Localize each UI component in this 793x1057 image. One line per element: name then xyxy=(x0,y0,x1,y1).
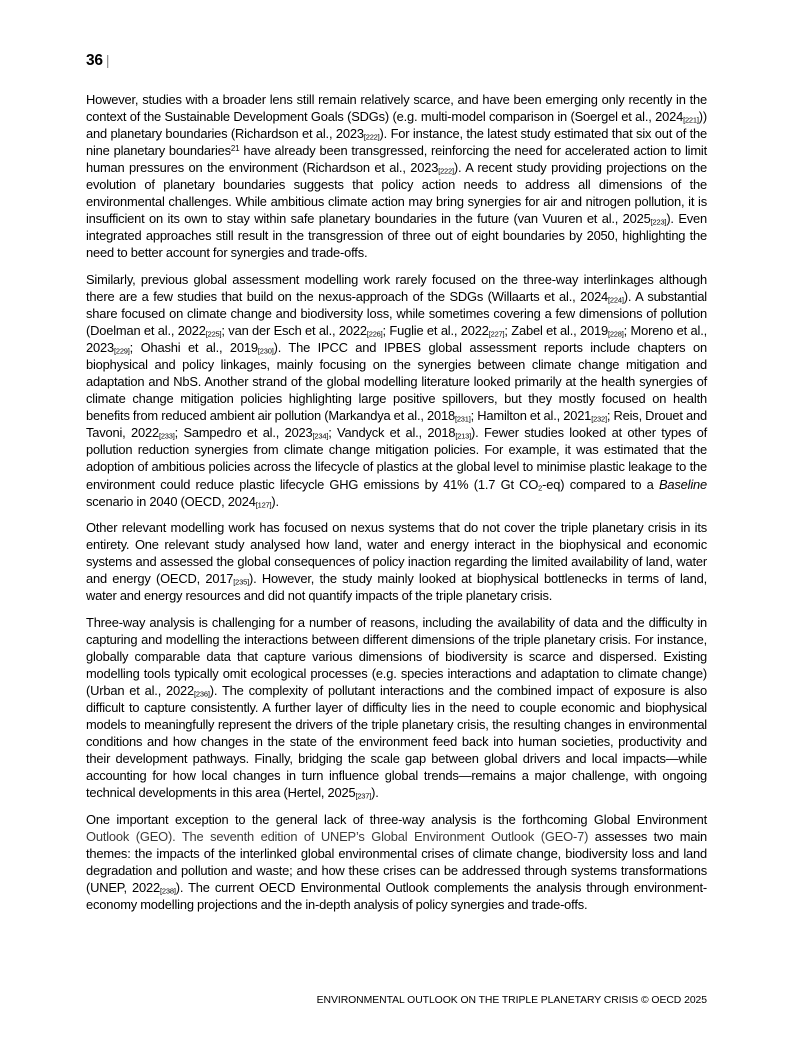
footnote-ref[interactable]: 21 xyxy=(230,144,240,154)
citation-ref: [230] xyxy=(257,346,274,356)
page-header xyxy=(86,52,109,70)
text-run: ). A recent study providing projections on the evolution of planetary boundaries suggests that policy action needs to address all dimensions of the environmental challenges. While ambitious climate action may bring synergies for air and nitrogen pollution, it is insufficient on its own to stay within safe planetary boundaries in the future (van Vuuren et al., 2025 xyxy=(86,160,708,227)
citation-ref: [127] xyxy=(255,500,272,510)
citation-ref: [231] xyxy=(454,414,471,424)
chem-subscript: 2 xyxy=(538,483,543,493)
text-run: ; Hamilton et al., 2021 xyxy=(470,408,592,424)
text-run: ). A substantial share focused on climate change and biodiversity loss, while sometimes covering a few dimensions of pollution (Doelman et al., 2022 xyxy=(86,289,707,339)
text-run: ). For instance, the latest study estimated that six out of the nine planetary boundaries xyxy=(86,126,707,159)
citation-ref: [237] xyxy=(355,791,372,801)
italic-term: Baseline xyxy=(658,476,707,492)
text-run: ; Vandyck et al., 2018 xyxy=(328,425,456,441)
header-separator: | xyxy=(105,52,110,68)
text-run: ). xyxy=(371,785,379,801)
text-run: One important exception to the general lack of three-way analysis is the forthcoming Global Environment xyxy=(86,811,707,827)
citation-ref: [235] xyxy=(233,577,249,587)
paragraph-nexus-systems xyxy=(86,519,707,604)
citation-ref: [234] xyxy=(312,431,329,441)
text-run: ). Even integrated approaches still result in the transgression of three out of eight boundaries by 2050, highlighting the need to better account for synergies and trade-offs. xyxy=(86,211,707,261)
text-run: ). The IPCC and IPBES global assessment reports include chapters on biophysical and policy linkages, mainly focusing on the synergies between climate change mitigation and adaptation and NbS. Another strand of the global modelling literature looked primarily at the health synergies of climate change mitigation policies highlighting large positive spillovers, but they mostly focused on health benefits from reduced ambient air pollution (Markandya et al., 2018 xyxy=(86,340,707,424)
text-run: ; van der Esch et al., 2022 xyxy=(221,323,367,339)
text-run: ). The complexity of pollutant interactions and the combined impact of exposure is also difficult to capture consistently. A further layer of difficulty lies in the need to couple economic and biophysical models to meaningfully represent the drivers of the triple planetary crisis, the resulting changes in environmental conditions and how changes in the state of the environment feed back into human societies, productivity and their development pathways. Finally, bridging the scale gap between global drivers and local impacts—while accounting for how local changes in turn influence global trends—remains a major challenge, with ongoing technical developments in this area (Hertel, 2025 xyxy=(86,683,707,801)
paragraph-geo-exception xyxy=(86,811,707,913)
citation-ref: [222] xyxy=(363,132,380,142)
citation-ref: [226] xyxy=(366,329,383,339)
page-number: 36 xyxy=(86,52,103,69)
citation-ref: [232] xyxy=(591,414,607,424)
citation-ref: [229] xyxy=(113,346,130,356)
page-footer: ENVIRONMENTAL OUTLOOK ON THE TRIPLE PLANETARY CRISIS © OECD 2025 xyxy=(316,995,707,1006)
text-run: ). However, the study mainly looked at biophysical bottlenecks in terms of land, water and energy resources and did not quantify impacts of the triple planetary crisis. xyxy=(86,571,707,604)
text-run: Outlook (GEO). The seventh edition of UNEP’s Global Environment Outlook (GEO-7) xyxy=(86,828,589,844)
citation-ref: [228] xyxy=(607,329,624,339)
text-run: Other relevant modelling work has focused on nexus systems that do not cover the triple planetary crisis in its entirety. One relevant study analysed how land, water and energy interact in the biophysical and economic systems and assessed the global consequences of policy inaction regarding the limited availability of land, water and energy (OECD, 2017 xyxy=(86,520,707,587)
text-run: Three-way analysis is challenging for a number of reasons, including the availability of data and the difficulty in capturing and modelling the interactions between different dimensions of the triple planetary crisis. For instance, globally comparable data that capture various dimensions of biodiversity is scarce and dispersed. Existing modelling tools typically omit ecological processes (e.g. species interactions and adaptation to climate change) (Urban et al., 2022 xyxy=(86,614,707,699)
text-run: ; Moreno et al., 2023 xyxy=(86,323,707,356)
citation-ref: [227] xyxy=(488,329,505,339)
citation-ref: [222] xyxy=(438,166,454,176)
citation-ref: [224] xyxy=(608,295,624,305)
text-run: ). xyxy=(271,493,279,509)
body-text xyxy=(86,91,707,923)
paragraph-three-way-challenges xyxy=(86,614,707,802)
paragraph-planetary-boundaries xyxy=(86,91,707,261)
text-run: have already been transgressed, reinforcing the need for accelerated action to limit human pressures on the environment (Richardson et al., 2023 xyxy=(86,143,707,176)
text-run: ; Ohashi et al., 2019 xyxy=(129,340,258,356)
text-run: However, studies with a broader lens still remain relatively scarce, and have been emerging only recently in the context of the Sustainable Development Goals (SDGs) (e.g. multi-model comparison in (Soergel et al., 2024 xyxy=(86,92,707,125)
text-run: -eq) compared to a xyxy=(542,476,659,492)
citation-ref: [225] xyxy=(205,329,222,339)
text-run: )) and planetary boundaries (Richardson et al., 2023 xyxy=(86,109,707,142)
text-run: ; Reis, Drouet and Tavoni, 2022 xyxy=(86,408,707,441)
text-run: scenario in 2040 (OECD, 2024 xyxy=(86,493,256,509)
citation-ref: [238] xyxy=(160,886,176,896)
text-run: Similarly, previous global assessment modelling work rarely focused on the three-way interlinkages although there are a few studies that build on the nexus-approach of the SDGs (Willaarts et al., 2024 xyxy=(86,271,707,305)
text-run: ; Zabel et al., 2019 xyxy=(504,323,608,339)
citation-ref: [233] xyxy=(158,431,175,441)
citation-ref: [223] xyxy=(650,217,667,227)
citation-ref: [221] xyxy=(683,115,699,125)
text-run: ). The current OECD Environmental Outlook complements the analysis through environment-economy modelling projections and the in-depth analysis of policy synergies and trade-offs. xyxy=(86,880,708,913)
citation-ref: [236] xyxy=(194,689,210,699)
text-run: ; Sampedro et al., 2023 xyxy=(174,425,313,441)
citation-ref: [213] xyxy=(455,431,472,441)
text-run: ; Fuglie et al., 2022 xyxy=(382,323,489,339)
text-run: ). Fewer studies looked at other types of pollution reduction synergies from climate change mitigation policies. For example, it was estimated that the adoption of ambitious policies across the lifecycle of plastics at the global level to minimise plastic leakage to the environment could reduce plastic lifecycle GHG emissions by 41% (1.7 Gt CO xyxy=(86,425,707,492)
paragraph-previous-modelling xyxy=(86,271,707,510)
text-run: assesses two main themes: the impacts of the interlinked global environmental crises of climate change, biodiversity loss and land degradation and pollution and waste; and how these crises can be addressed through systems transformations (UNEP, 2022 xyxy=(86,828,707,896)
